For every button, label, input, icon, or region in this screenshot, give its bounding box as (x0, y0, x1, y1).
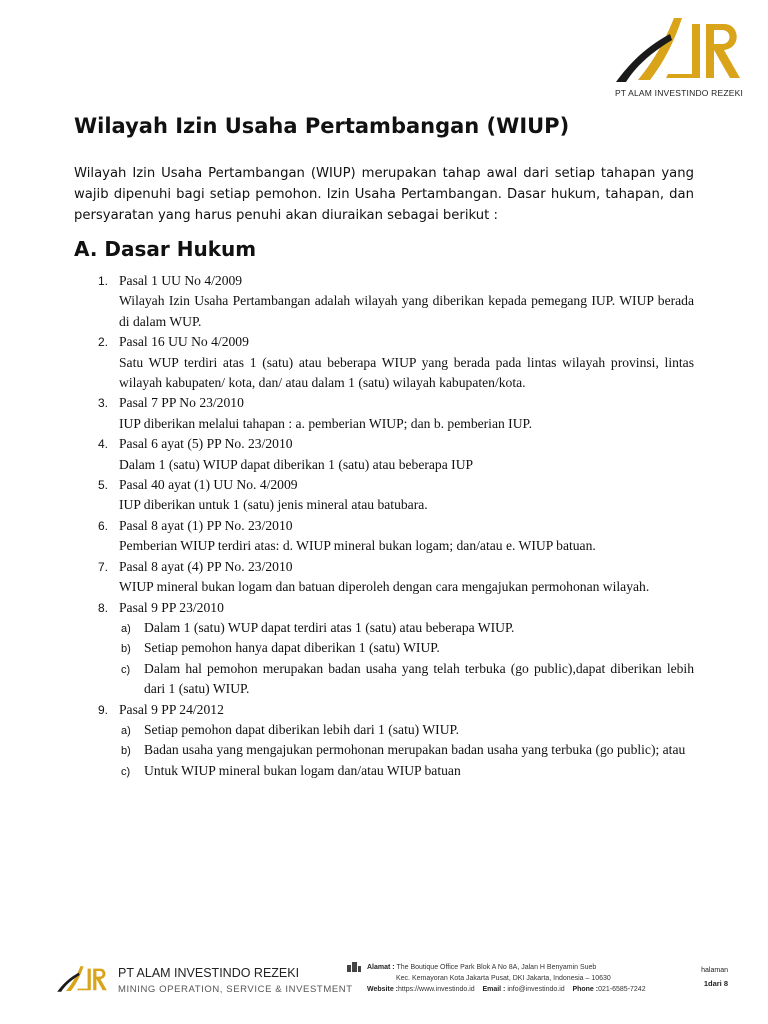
item-heading: Pasal 40 ayat (1) UU No. 4/2009 (119, 477, 298, 493)
sub-list-item (119, 618, 694, 638)
item-number: 7. (98, 559, 109, 574)
sub-item-text: Badan usaha yang mengajukan permohonan merupakan badan usaha yang terbuka (go public); atau (144, 742, 686, 758)
item-number: 5. (98, 478, 109, 493)
item-heading: Pasal 8 ayat (4) PP No. 23/2010 (119, 558, 293, 574)
item-number: 4. (98, 437, 109, 452)
sub-item-letter: b) (121, 745, 131, 758)
sub-item-text: Dalam hal pemohon merupakan badan usaha yang telah terbuka (go public),dapat diberikan lebih dari 1 (satu) WIUP. (144, 660, 694, 697)
list-item (74, 393, 694, 434)
list-item (74, 700, 694, 782)
sub-item-text: Dalam 1 (satu) WUP dapat terdiri atas 1 (satu) atau beberapa WIUP. (144, 619, 515, 635)
footer-contact (346, 962, 686, 995)
sub-list-item (119, 740, 694, 760)
logo-tagline: PT ALAM INVESTINDO REZEKI (614, 88, 744, 98)
list-item (74, 516, 694, 557)
item-number: 2. (98, 335, 109, 350)
item-text: Wilayah Izin Usaha Pertambangan adalah wilayah yang diberikan kepada pemegang IUP. WIUP berada di dalam WUP. (119, 293, 694, 329)
sub-list-item (119, 720, 694, 740)
item-text: IUP diberikan untuk 1 (satu) jenis mineral atau batubara. (119, 497, 428, 513)
list-item (74, 475, 694, 516)
item-heading: Pasal 8 ayat (1) PP No. 23/2010 (119, 517, 293, 533)
item-number: 8. (98, 600, 109, 615)
item-text: Dalam 1 (satu) WIUP dapat diberikan 1 (satu) atau beberapa IUP (119, 456, 474, 472)
list-item (74, 271, 694, 332)
page-title: Wilayah Izin Usaha Pertambangan (WIUP) (74, 114, 570, 138)
list-item (74, 332, 694, 393)
sub-item-text: Setiap pemohon dapat diberikan lebih dari 1 (satu) WIUP. (144, 721, 459, 737)
item-number: 9. (98, 702, 109, 717)
item-heading: Pasal 9 PP 23/2010 (119, 599, 224, 615)
footer-branding (54, 962, 374, 1006)
item-heading: Pasal 7 PP No 23/2010 (119, 395, 244, 411)
item-heading: Pasal 9 PP 24/2012 (119, 701, 224, 717)
item-text: Pemberian WIUP terdiri atas: d. WIUP mineral bukan logam; dan/atau e. WIUP batuan. (119, 538, 596, 554)
sub-item-text: Setiap pemohon hanya dapat diberikan 1 (satu) WIUP. (144, 640, 440, 656)
sub-item-letter: c) (121, 663, 131, 676)
item-heading: Pasal 16 UU No 4/2009 (119, 334, 249, 350)
item-heading: Pasal 6 ayat (5) PP No. 23/2010 (119, 436, 293, 452)
item-number: 1. (98, 274, 109, 288)
list-item (74, 434, 694, 475)
section-heading: A. Dasar Hukum (74, 237, 257, 261)
list-item (74, 557, 694, 598)
page-value: 1dari 8 (703, 979, 728, 988)
email-link[interactable]: info@investindo.id (507, 986, 565, 993)
item-text: Satu WUP terdiri atas 1 (satu) atau beberapa WIUP yang berada pada lintas wilayah provinsi, lintas wilayah kabupaten/ kota, dan/ atau dalam 1 (satu) wilayah kabupaten/kota. (119, 354, 694, 391)
sub-list-item (119, 638, 694, 658)
sub-list-item (119, 659, 694, 700)
item-text: IUP diberikan melalui tahapan : a. pemberian WIUP; dan b. pemberian IUP. (119, 415, 532, 431)
contact-line: Website :https://www.investindo.id Email : info@investindo.id Phone :021-6585-7242 (367, 986, 646, 993)
sub-list-item (119, 761, 694, 781)
legal-basis-list (74, 271, 694, 781)
air-logo-icon (608, 14, 748, 86)
sub-item-letter: b) (121, 643, 131, 656)
intro-paragraph: Wilayah Izin Usaha Pertambangan (WIUP) merupakan tahap awal dari setiap tahapan yang wajib dipenuhi bagi setiap pemohon. Izin Usaha Pertambangan. Dasar hukum, tahapan, dan persyaratan yang harus penuhi akan diuraikan sebagai berikut : (74, 166, 694, 223)
item-number: 6. (98, 518, 109, 533)
website-link[interactable]: https://www.investindo.id (398, 986, 475, 993)
item-number: 3. (98, 396, 109, 411)
item-text: WIUP mineral bukan logam dan batuan diperoleh dengan cara mengajukan permohonan wilayah. (119, 579, 650, 595)
list-item (74, 598, 694, 700)
sub-list (119, 720, 694, 781)
item-heading: Pasal 1 UU No 4/2009 (119, 273, 243, 288)
sub-item-letter: a) (121, 622, 131, 635)
page-number (680, 964, 728, 990)
address-line-1: Alamat : The Boutique Office Park Blok A No 8A, Jalan H Benyamin Sueb (367, 964, 597, 971)
sub-item-text: Untuk WIUP mineral bukan logam dan/atau WIUP batuan (144, 762, 461, 778)
sub-item-letter: c) (121, 765, 131, 778)
company-logo (594, 14, 764, 100)
address-line-2: Kec. Kemayoran Kota Jakarta Pusat, DKI Jakarta, Indonesia – 10630 (396, 975, 611, 982)
page-label: halaman (701, 967, 728, 974)
footer-tagline: MINING OPERATION, SERVICE & INVESTMENT (118, 984, 353, 995)
phone-number: 021-6585-7242 (598, 986, 646, 993)
sub-item-letter: a) (121, 724, 131, 737)
footer-company-name: PT ALAM INVESTINDO REZEKI (118, 966, 300, 980)
footer-logo-icon (54, 962, 110, 996)
sub-list (119, 618, 694, 700)
building-icon (346, 962, 362, 972)
